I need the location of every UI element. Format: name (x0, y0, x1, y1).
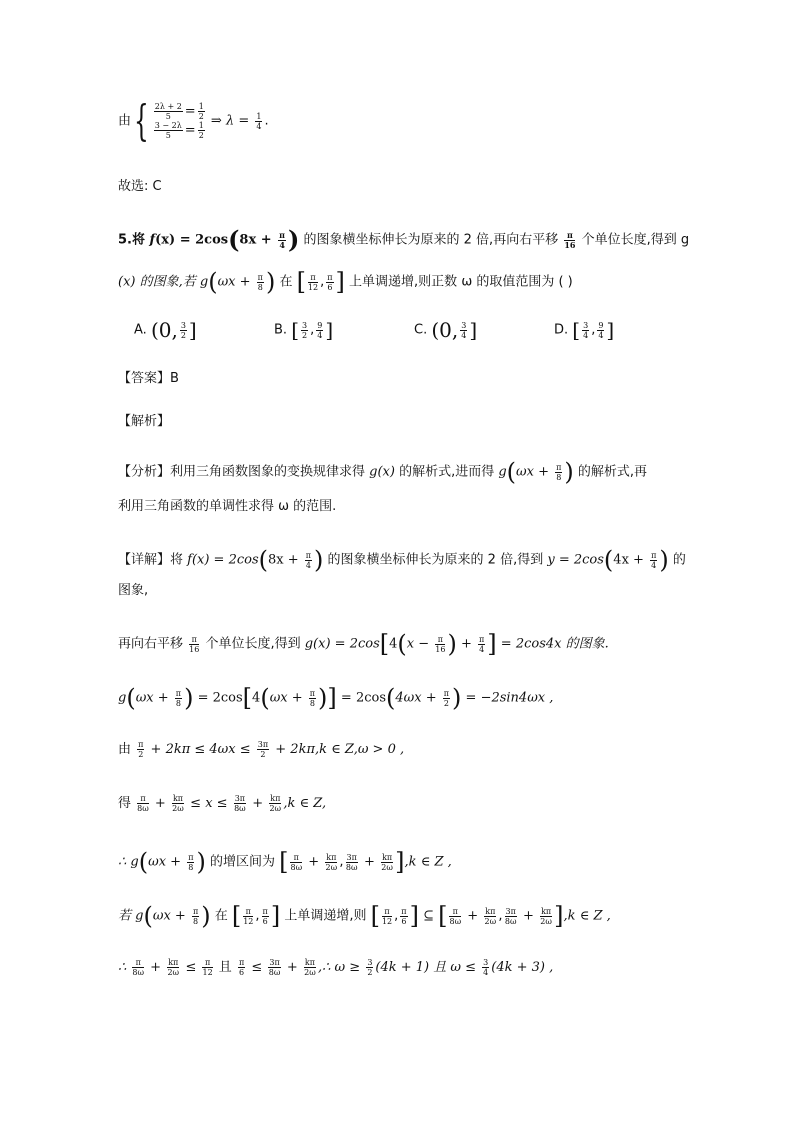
bracket-left: [ (231, 902, 242, 930)
frac-den: 2ω (269, 804, 282, 813)
math: ωx + (148, 854, 186, 870)
frac-num: 9 (317, 320, 323, 330)
equation-system (152, 102, 207, 140)
question-5-line-2 (118, 270, 573, 294)
frac-den: 5 (165, 131, 171, 140)
text: 且 (214, 960, 236, 975)
bracket: ] (325, 318, 334, 342)
frac-den: 2 (198, 131, 204, 140)
paren-right: ) (447, 630, 457, 658)
xiangjie-line-1 (118, 548, 686, 572)
bracket-right: ] (335, 268, 345, 296)
frac-num: kπ (304, 958, 316, 967)
frac-num: π (449, 907, 461, 917)
bracket-right: ] (270, 902, 281, 930)
frac-num: π (556, 462, 562, 472)
choice-label: A. (134, 322, 151, 338)
math: y = 2cos (547, 552, 604, 568)
paren-right: ) (288, 225, 300, 254)
frac-den: 2ω (381, 862, 393, 872)
bracket: ] (606, 318, 615, 342)
frac-num: π (137, 794, 149, 804)
text: 上单调递增,则 (280, 908, 371, 924)
fenxi-line-2: 利用三角函数的单调性求得 ω 的范围. (118, 499, 337, 514)
paren-left: ( (138, 848, 149, 876)
math: ≤ (247, 960, 267, 975)
frac-den: 12 (243, 916, 254, 926)
comma: , (591, 322, 596, 338)
frac-den: 8ω (137, 804, 149, 813)
bracket: ] (188, 318, 197, 342)
frac-den: 8ω (345, 862, 358, 872)
frac-den: 4 (305, 560, 311, 570)
frac-den: 6 (262, 916, 268, 926)
paren-right: ) (452, 684, 462, 712)
frac-num: π (202, 958, 212, 968)
math: = 2cos (193, 690, 243, 706)
math: + (463, 908, 483, 924)
paren-left: ( (143, 902, 153, 930)
math: + (456, 636, 477, 652)
comma: , (320, 274, 325, 290)
frac-num: 3π (346, 852, 357, 862)
frac-num: 3 (483, 958, 489, 967)
bracket: (0, (431, 318, 459, 342)
step-3 (118, 632, 609, 656)
frac-num: π (564, 231, 575, 241)
frac-num: 3π (257, 740, 269, 749)
frac-num: π (279, 229, 286, 240)
frac-num: kπ (326, 852, 337, 862)
xiangjie-line-2: 图象, (118, 583, 149, 598)
text: 的解析式,进而得 (394, 464, 499, 480)
frac-den: 8ω (449, 916, 462, 926)
frac-num: π (132, 958, 144, 968)
paren-left: ( (208, 268, 218, 296)
bracket: (0, (150, 318, 178, 342)
math: + (150, 796, 170, 811)
math: + (518, 908, 539, 924)
frac-den: 2ω (172, 804, 184, 813)
frac-den: 6 (401, 916, 407, 926)
frac-den: 2 (443, 698, 449, 708)
math: g (498, 464, 507, 480)
math: ≤ x ≤ (186, 796, 232, 811)
math: + (359, 854, 380, 870)
frac-den: 2 (367, 968, 373, 977)
text: 在 (275, 274, 297, 290)
step-6 (118, 794, 326, 813)
frac-num: π (138, 740, 144, 749)
frac-num: π (243, 907, 253, 917)
frac-num: kπ (382, 852, 393, 862)
implies-lambda: ⇒ λ = (206, 113, 254, 129)
choice-label: B. (274, 322, 292, 338)
frac-den: 8 (175, 698, 181, 708)
frac-den: 4 (279, 239, 285, 250)
text: 在 (210, 908, 232, 924)
math: 4x + (613, 552, 649, 568)
frac-num: π (290, 853, 302, 863)
choice-b[interactable] (274, 318, 333, 342)
frac-den: 8ω (268, 968, 281, 977)
paren-right: ) (184, 684, 194, 712)
bracket-left: [ (438, 902, 448, 930)
frac-den: 8 (257, 282, 263, 292)
bracket: ] (469, 318, 478, 342)
frac-den: 6 (327, 282, 333, 292)
bracket-left: [ (296, 268, 306, 296)
math: g(x) = 2cos (304, 636, 380, 652)
frac-den: 2ω (325, 862, 338, 872)
paren-right: ) (314, 546, 324, 574)
math: + (304, 854, 324, 870)
text: 上单调递增,则正数 ω 的取值范围为 ( ) (344, 274, 573, 290)
math: x − (406, 636, 434, 652)
frac-num: π (175, 688, 182, 698)
frac-den: 4 (483, 968, 489, 977)
frac-den: 4 (583, 330, 589, 340)
frac-den: 5 (165, 112, 171, 121)
frac-num: 3π (505, 906, 516, 916)
frac-num: 3 (461, 320, 467, 330)
math: ∴ (118, 960, 131, 975)
frac-den: 4 (651, 560, 657, 570)
bracket-right: ] (487, 630, 497, 658)
math: = 2cos4x 的图象. (496, 636, 609, 652)
frac-num: 1 (198, 121, 204, 130)
math: 8x + (239, 232, 277, 248)
math: ≤ (181, 960, 201, 975)
paren-left: ( (397, 630, 407, 658)
math: + (248, 796, 268, 811)
text: 【分析】利用三角函数图象的变换规律求得 (118, 464, 370, 480)
bracket-right: ] (327, 684, 337, 712)
math: 8x + (268, 552, 303, 568)
frac-den: 2ω (540, 916, 552, 926)
frac-num: π (192, 906, 199, 916)
text: 得 (118, 796, 136, 811)
comma: , (255, 908, 260, 924)
choice-d[interactable] (554, 318, 614, 342)
math: 若 g (118, 908, 144, 924)
choose-line: 故选: C (118, 179, 162, 194)
frac-num: 1 (256, 111, 262, 121)
math: + 2kπ ≤ 4ωx ≤ (146, 742, 255, 757)
math: + (282, 960, 302, 975)
frac-den: 2 (260, 750, 266, 759)
frac-den: 2 (302, 330, 308, 340)
frac-den: 2 (138, 750, 144, 759)
paren-left: ( (228, 225, 240, 254)
frac-den: 2 (180, 330, 186, 340)
math: ωx + (516, 464, 554, 480)
analysis-header: 【解析】 (118, 414, 171, 429)
math: f (149, 232, 156, 248)
answer-line: 【答案】B (118, 371, 179, 386)
left-brace: { (134, 96, 149, 145)
comma: , (394, 908, 399, 924)
paren-right: ) (564, 458, 574, 486)
frac-den: 16 (189, 644, 200, 654)
step-5 (118, 740, 404, 759)
frac-den: 8 (193, 916, 199, 926)
fenxi-line-1 (118, 460, 647, 484)
math: ,k ∈ Z , (404, 854, 452, 870)
frac-den: 4 (461, 330, 467, 340)
text: 由 (118, 742, 136, 757)
frac-den: 12 (381, 916, 393, 926)
frac-num: π (188, 852, 194, 862)
period: . (264, 113, 269, 129)
math: ωx + (135, 690, 173, 706)
math: 4 (252, 690, 261, 706)
math: g (199, 274, 209, 290)
text: 的解析式,再 (573, 464, 648, 480)
paren-right: ) (265, 268, 276, 296)
frac-den: 8ω (504, 916, 517, 926)
math: ,∴ ω ≥ (318, 960, 365, 975)
comma: , (339, 854, 344, 870)
bracket: [ (572, 318, 581, 342)
text: 由 (118, 113, 132, 129)
frac-den: 8ω (132, 968, 145, 977)
math: = 2cos (336, 690, 387, 706)
choice-label: D. (554, 322, 573, 338)
frac-num: 3π (234, 794, 246, 803)
frac-den: 8ω (290, 862, 303, 872)
bracket-right: ] (554, 902, 564, 930)
frac-num: 3π (269, 958, 280, 967)
choice-label: C. (414, 322, 432, 338)
frac-num: kπ (168, 958, 179, 967)
frac-num: kπ (270, 794, 281, 803)
frac-num: 2λ + 2 (154, 102, 182, 111)
equals: = (184, 123, 196, 138)
bracket-left: [ (242, 684, 253, 712)
math: 4 (389, 636, 398, 652)
step-8 (118, 904, 611, 928)
text: 再向右平移 (118, 636, 188, 652)
frac-den: 16 (435, 644, 446, 654)
frac-num: π (327, 272, 333, 282)
paren-left: ( (603, 546, 614, 574)
math: ⊆ (418, 908, 439, 924)
math: 4ωx + (395, 690, 441, 706)
paren-right: ) (659, 546, 669, 574)
paren-left: ( (258, 546, 269, 574)
frac-num: π (262, 906, 268, 916)
math: ωx + (217, 274, 255, 290)
frac-num: 3 (180, 320, 186, 330)
text: 个单位长度,得到 g (577, 232, 690, 248)
frac-num: π (305, 550, 312, 560)
frac-den: 2ω (304, 968, 316, 977)
text: 个单位长度,得到 (201, 636, 305, 652)
frac-num: kπ (485, 906, 496, 916)
question-5-line-1 (118, 225, 690, 254)
frac-num: π (479, 634, 485, 644)
bracket-left: [ (279, 848, 289, 876)
frac-den: 2 (198, 112, 204, 121)
frac-den: 2ω (484, 916, 497, 926)
frac-den: 4 (479, 644, 485, 654)
text: 的图象横坐标伸长为原来的 2 倍,得到 (323, 552, 548, 568)
frac-den: 8 (188, 862, 194, 872)
math: ωx + (269, 690, 307, 706)
math: ,k ∈ Z, (283, 796, 327, 811)
system-equations-line (118, 96, 269, 145)
step-4 (118, 686, 553, 710)
paren-right: ) (318, 684, 328, 712)
text: 【详解】将 (118, 552, 188, 568)
bracket: [ (291, 318, 299, 342)
frac-num: 3 (367, 958, 373, 967)
frac-den: 4 (598, 330, 604, 340)
frac-num: kπ (541, 906, 552, 916)
frac-den: 12 (307, 282, 319, 292)
frac-num: π (189, 635, 199, 645)
frac-num: π (382, 907, 392, 917)
frac-num: 3 − 2λ (154, 121, 182, 130)
bracket-right: ] (409, 902, 419, 930)
math: (x) = 2cos (155, 232, 229, 248)
math: = −2sin4ωx , (461, 690, 554, 706)
frac-num: 1 (198, 102, 204, 111)
frac-den: 8ω (234, 804, 246, 813)
math: + 2kπ,k ∈ Z,ω > 0 , (271, 742, 405, 757)
frac-num: π (257, 272, 263, 282)
frac-num: π (435, 635, 445, 645)
frac-den: 4 (256, 121, 262, 131)
frac-den: 12 (202, 968, 213, 977)
math: f(x) = 2cos (187, 552, 259, 568)
frac-num: 3 (302, 320, 308, 330)
math: ∴ g (118, 854, 139, 870)
text: 的增区间为 (205, 854, 280, 870)
step-7 (118, 850, 452, 874)
frac-num: π (401, 906, 407, 916)
choice-a[interactable] (134, 318, 197, 342)
comma: , (498, 908, 503, 924)
frac-num: kπ (172, 794, 184, 803)
math: + (146, 960, 166, 975)
text: (x) 的图象,若 (118, 274, 200, 290)
frac-den: 8 (309, 698, 315, 708)
frac-den: 16 (564, 239, 576, 250)
math: g (118, 690, 127, 706)
choice-c[interactable] (414, 318, 477, 342)
bracket-left: [ (379, 630, 390, 658)
frac-den: 2ω (167, 968, 180, 977)
text: 5.将 (118, 232, 150, 248)
math: ,k ∈ Z , (563, 908, 611, 924)
paren-left: ( (506, 458, 517, 486)
frac-num: 3 (583, 320, 589, 330)
paren-right: ) (201, 902, 211, 930)
frac-num: π (308, 273, 318, 283)
frac-num: π (238, 958, 245, 967)
frac-den: 4 (317, 330, 323, 340)
math: g(x) (369, 464, 395, 480)
frac-den: 6 (239, 968, 245, 977)
frac-num: 9 (598, 320, 604, 330)
paren-left: ( (260, 684, 270, 712)
bracket-left: [ (370, 902, 380, 930)
frac-num: π (651, 550, 657, 560)
frac-num: π (443, 688, 450, 698)
equals: = (184, 104, 196, 119)
frac-den: 8 (556, 472, 562, 482)
step-9 (118, 958, 553, 977)
paren-left: ( (386, 684, 396, 712)
comma: , (310, 322, 315, 338)
frac-num: π (309, 688, 316, 698)
math: ωx + (152, 908, 190, 924)
math: (4k + 3) , (491, 960, 554, 975)
paren-left: ( (126, 684, 136, 712)
text: 的 (668, 552, 686, 568)
text: 的图象横坐标伸长为原来的 2 倍,再向右平移 (299, 232, 563, 248)
bracket-right: ] (395, 848, 405, 876)
paren-right: ) (196, 848, 206, 876)
math: (4k + 1) 且 ω ≤ (375, 960, 481, 975)
